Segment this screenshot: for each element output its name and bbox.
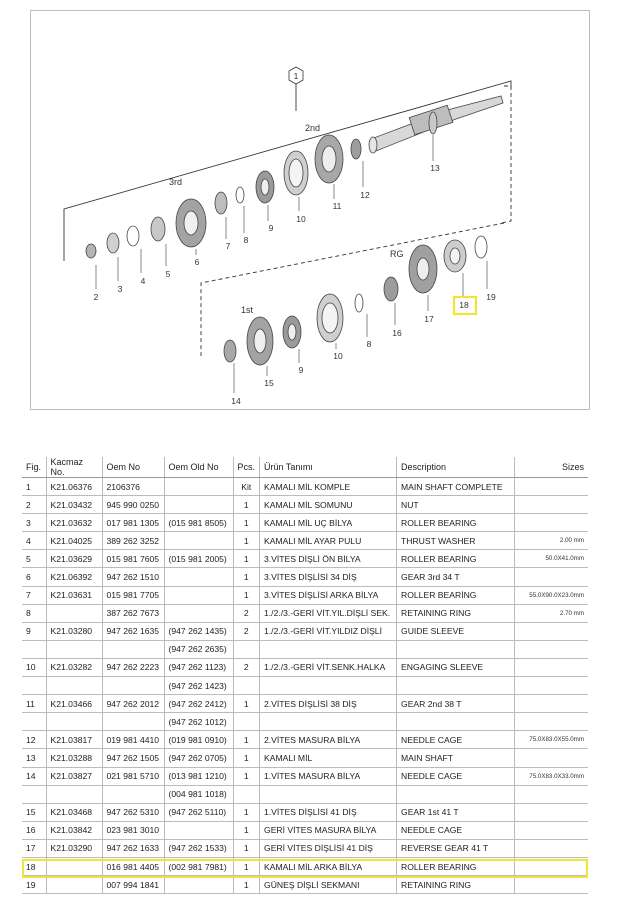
cell-pcs: 1	[233, 821, 260, 839]
cell-oem-no: 947 262 2012	[102, 695, 164, 713]
cell-size	[515, 821, 588, 839]
cell-urun-tanimi: KAMALI MİL AYAR PULU	[260, 532, 397, 550]
cell-oem-no: 019 981 4410	[102, 731, 164, 749]
cell-kacmaz-no: K21.03290	[46, 839, 102, 857]
cell-fig: 8	[22, 604, 46, 622]
table-row	[22, 478, 588, 496]
cell-fig: 17	[22, 839, 46, 857]
header-fig: Fig.	[22, 457, 46, 478]
cell-fig: 15	[22, 803, 46, 821]
table-row	[22, 821, 588, 839]
table-row	[22, 532, 588, 550]
cell-oem-old-no: (013 981 1210)	[164, 767, 233, 785]
ring-19-drawing	[475, 236, 487, 258]
cell-kacmaz-no: K21.03288	[46, 749, 102, 767]
table-row	[22, 640, 588, 658]
label-rg: RG	[390, 249, 404, 259]
cell-description: ROLLER BEARİNG	[397, 586, 515, 604]
bearing-3-drawing	[107, 233, 119, 253]
cell-pcs	[233, 640, 260, 658]
cell-urun-tanimi: KAMALI MİL SOMUNU	[260, 496, 397, 514]
cell-kacmaz-no: K21.03631	[46, 586, 102, 604]
cell-fig: 10	[22, 658, 46, 676]
header-kacmaz-no: Kacmaz No.	[46, 457, 102, 478]
cell-pcs: 2	[233, 622, 260, 640]
table-row	[22, 658, 588, 676]
cell-kacmaz-no	[46, 640, 102, 658]
label-1st: 1st	[241, 305, 254, 315]
parts-table-body	[22, 478, 588, 894]
cell-urun-tanimi: 3.VİTES DİŞLİSİ 34 DİŞ	[260, 568, 397, 586]
cell-fig: 3	[22, 514, 46, 532]
cell-fig: 9	[22, 622, 46, 640]
cell-size	[515, 622, 588, 640]
cell-size: 55.0X90.0X23.0mm	[515, 586, 588, 604]
cell-oem-no: 947 262 1635	[102, 622, 164, 640]
cell-urun-tanimi: KAMALI MİL KOMPLE	[260, 478, 397, 496]
cell-fig: 11	[22, 695, 46, 713]
cell-size	[515, 803, 588, 821]
washer-4-drawing	[127, 226, 139, 246]
cell-kacmaz-no: K21.04025	[46, 532, 102, 550]
needle-cage-16-drawing	[384, 277, 398, 301]
cell-description: NEEDLE CAGE	[397, 821, 515, 839]
cell-oem-no	[102, 640, 164, 658]
callout-11: 11	[332, 201, 342, 211]
cell-oem-no: 023 981 3010	[102, 821, 164, 839]
cell-size	[515, 496, 588, 514]
cell-oem-no: 015 981 7705	[102, 586, 164, 604]
cell-urun-tanimi: 2.VİTES MASURA BİLYA	[260, 731, 397, 749]
cell-fig	[22, 677, 46, 695]
cell-pcs: 1	[233, 550, 260, 568]
cell-pcs: 1	[233, 532, 260, 550]
cell-kacmaz-no: K21.03282	[46, 658, 102, 676]
table-row	[22, 785, 588, 803]
cell-oem-no: 947 262 5310	[102, 803, 164, 821]
diagram-drawing	[31, 11, 591, 411]
cell-description: MAIN SHAFT COMPLETE	[397, 478, 515, 496]
cell-urun-tanimi: 1./2./3.-GERİ VİT.SENK.HALKA	[260, 658, 397, 676]
table-row	[22, 876, 588, 894]
cell-description: ROLLER BEARİNG	[397, 550, 515, 568]
table-row	[22, 550, 588, 568]
label-3rd: 3rd	[169, 177, 183, 187]
cell-oem-no: 2106376	[102, 478, 164, 496]
cell-kacmaz-no	[46, 604, 102, 622]
header-pcs: Pcs.	[233, 457, 260, 478]
cell-fig: 12	[22, 731, 46, 749]
table-row	[22, 731, 588, 749]
table-row	[22, 857, 588, 875]
cell-pcs: 2	[233, 658, 260, 676]
dashed-outline-top	[501, 86, 511, 223]
cell-size: 50.0X41.0mm	[515, 550, 588, 568]
cell-description: GEAR 2nd 38 T	[397, 695, 515, 713]
cell-oem-old-no: (947 262 1423)	[164, 677, 233, 695]
cell-urun-tanimi: 3.VİTES DİŞLİ ÖN BİLYA	[260, 550, 397, 568]
callout-8: 8	[243, 235, 249, 245]
cell-oem-no: 947 262 2223	[102, 658, 164, 676]
cell-urun-tanimi: 1.VİTES DİŞLİSİ 41 DİŞ	[260, 803, 397, 821]
cell-oem-no	[102, 677, 164, 695]
assembly-callout-number: 1	[293, 71, 299, 81]
callout-numbers	[94, 163, 496, 406]
ring-8b-drawing	[355, 294, 363, 312]
cell-urun-tanimi: GERİ VİTES DİŞLİSİ 41 DİŞ	[260, 839, 397, 857]
cell-oem-no: 947 262 1510	[102, 568, 164, 586]
cell-oem-old-no	[164, 604, 233, 622]
cell-fig	[22, 785, 46, 803]
cell-urun-tanimi: 1.VİTES MASURA BİLYA	[260, 767, 397, 785]
callout-16: 16	[392, 328, 402, 338]
table-row	[22, 803, 588, 821]
cell-fig	[22, 640, 46, 658]
cell-size	[515, 514, 588, 532]
cell-oem-old-no	[164, 568, 233, 586]
cell-oem-old-no: (947 262 1123)	[164, 658, 233, 676]
cell-oem-no: 389 262 3252	[102, 532, 164, 550]
cell-pcs	[233, 713, 260, 731]
cell-pcs: 1	[233, 767, 260, 785]
cell-oem-no: 007 994 1841	[102, 876, 164, 894]
cell-oem-no: 015 981 7605	[102, 550, 164, 568]
cell-kacmaz-no: K21.03629	[46, 550, 102, 568]
cell-oem-no	[102, 713, 164, 731]
cell-size	[515, 695, 588, 713]
header-oem-no: Oem No	[102, 457, 164, 478]
cell-description: GEAR 1st 41 T	[397, 803, 515, 821]
table-row	[22, 604, 588, 622]
bearing-5-drawing	[151, 217, 165, 241]
callout-6: 6	[194, 257, 200, 267]
cell-size: 2.70 mm	[515, 604, 588, 622]
cell-kacmaz-no	[46, 677, 102, 695]
cell-fig: 13	[22, 749, 46, 767]
cell-kacmaz-no: K21.03842	[46, 821, 102, 839]
cell-oem-no: 945 990 0250	[102, 496, 164, 514]
cell-oem-old-no: (947 262 1533)	[164, 839, 233, 857]
table-row	[22, 586, 588, 604]
cell-pcs	[233, 785, 260, 803]
cell-pcs: 1	[233, 857, 260, 875]
needle-cage-14-drawing	[224, 340, 236, 362]
callout-3: 3	[117, 284, 123, 294]
cell-kacmaz-no	[46, 876, 102, 894]
cell-size	[515, 568, 588, 586]
cell-pcs: 1	[233, 568, 260, 586]
cell-description: RETAINING RING	[397, 876, 515, 894]
cell-oem-old-no: (015 981 2005)	[164, 550, 233, 568]
cell-fig: 7	[22, 586, 46, 604]
cell-fig: 4	[22, 532, 46, 550]
cell-urun-tanimi	[260, 677, 397, 695]
needle-cage-12-drawing	[351, 139, 361, 159]
header-urun-tanimi: Ürün Tanımı	[260, 457, 397, 478]
cell-oem-old-no: (947 262 2412)	[164, 695, 233, 713]
callout-13: 13	[430, 163, 440, 173]
cell-fig: 1	[22, 478, 46, 496]
cell-size: 75.0X83.0X55.0mm	[515, 731, 588, 749]
callout-2: 2	[93, 292, 99, 302]
cell-pcs: 1	[233, 514, 260, 532]
cell-oem-old-no	[164, 496, 233, 514]
cell-oem-old-no: (019 981 0910)	[164, 731, 233, 749]
cell-description	[397, 713, 515, 731]
parts-table-header	[22, 457, 588, 478]
callout-5: 5	[165, 269, 171, 279]
table-row	[22, 839, 588, 857]
cell-oem-old-no: (947 262 5110)	[164, 803, 233, 821]
cell-fig: 6	[22, 568, 46, 586]
cell-size	[515, 785, 588, 803]
cell-fig: 16	[22, 821, 46, 839]
cell-kacmaz-no: K21.03280	[46, 622, 102, 640]
cell-urun-tanimi: GÜNEŞ DİŞLİ SEKMANI	[260, 876, 397, 894]
cell-description: NEEDLE CAGE	[397, 731, 515, 749]
cell-pcs: 1	[233, 749, 260, 767]
cell-urun-tanimi: GERİ VİTES MASURA BİLYA	[260, 821, 397, 839]
cell-oem-no: 017 981 1305	[102, 514, 164, 532]
cell-pcs: 2	[233, 604, 260, 622]
cell-description: GEAR 3rd 34 T	[397, 568, 515, 586]
cell-fig: 5	[22, 550, 46, 568]
cell-description	[397, 785, 515, 803]
cell-size	[515, 713, 588, 731]
cell-urun-tanimi	[260, 785, 397, 803]
cell-oem-old-no: (004 981 1018)	[164, 785, 233, 803]
cell-description: GUIDE SLEEVE	[397, 622, 515, 640]
cell-oem-old-no	[164, 876, 233, 894]
cell-size	[515, 640, 588, 658]
table-row	[22, 568, 588, 586]
cell-size	[515, 749, 588, 767]
cell-fig: 14	[22, 767, 46, 785]
cell-oem-old-no	[164, 532, 233, 550]
cell-urun-tanimi: KAMALI MİL UÇ BİLYA	[260, 514, 397, 532]
cell-oem-old-no: (947 262 0705)	[164, 749, 233, 767]
cell-oem-old-no	[164, 478, 233, 496]
main-shaft-drawing	[369, 96, 503, 153]
cell-description: RETAINING RING	[397, 604, 515, 622]
callout-15: 15	[264, 378, 274, 388]
cell-oem-old-no: (947 262 1435)	[164, 622, 233, 640]
cell-description: REVERSE GEAR 41 T	[397, 839, 515, 857]
cell-pcs: 1	[233, 839, 260, 857]
cell-oem-old-no: (947 262 1012)	[164, 713, 233, 731]
cell-size	[515, 658, 588, 676]
cell-description: ROLLER BEARING	[397, 857, 515, 875]
cell-pcs: 1	[233, 876, 260, 894]
cell-oem-no: 387 262 7673	[102, 604, 164, 622]
cell-description: ENGAGING SLEEVE	[397, 658, 515, 676]
cell-pcs: 1	[233, 731, 260, 749]
cell-kacmaz-no: K21.06392	[46, 568, 102, 586]
callout-19: 19	[486, 292, 496, 302]
header-oem-old-no: Oem Old No	[164, 457, 233, 478]
cell-oem-old-no	[164, 821, 233, 839]
cell-oem-no: 947 262 1633	[102, 839, 164, 857]
callout-10: 10	[296, 214, 306, 224]
cell-size: 2.00 mm	[515, 532, 588, 550]
cell-pcs: Kit	[233, 478, 260, 496]
cell-urun-tanimi: KAMALI MİL ARKA BİLYA	[260, 857, 397, 875]
cell-description: ROLLER BEARING	[397, 514, 515, 532]
cell-fig	[22, 713, 46, 731]
cell-description: MAIN SHAFT	[397, 749, 515, 767]
cell-urun-tanimi: 3.VİTES DİŞLİSİ ARKA BİLYA	[260, 586, 397, 604]
cell-kacmaz-no	[46, 713, 102, 731]
cell-kacmaz-no: K21.03466	[46, 695, 102, 713]
callout-9: 9	[268, 223, 274, 233]
table-row	[22, 496, 588, 514]
cell-oem-no	[102, 785, 164, 803]
table-row	[22, 677, 588, 695]
cell-pcs: 1	[233, 695, 260, 713]
callout-18: 18	[459, 300, 469, 310]
cell-oem-no: 947 262 1505	[102, 749, 164, 767]
callout-14: 14	[231, 396, 241, 406]
cell-oem-old-no: (002 981 7981)	[164, 857, 233, 875]
cell-description: NEEDLE CAGE	[397, 767, 515, 785]
callout-17: 17	[424, 314, 434, 324]
cell-kacmaz-no: K21.03432	[46, 496, 102, 514]
cell-urun-tanimi	[260, 713, 397, 731]
cell-size	[515, 478, 588, 496]
cell-oem-old-no	[164, 586, 233, 604]
cell-kacmaz-no	[46, 857, 102, 875]
cell-kacmaz-no: K21.06376	[46, 478, 102, 496]
cell-description: NUT	[397, 496, 515, 514]
table-row	[22, 622, 588, 640]
ring-8-drawing	[236, 187, 244, 203]
cell-size	[515, 677, 588, 695]
cell-kacmaz-no: K21.03817	[46, 731, 102, 749]
bearing-7-drawing	[215, 192, 227, 214]
cell-description	[397, 677, 515, 695]
cell-oem-no: 016 981 4405	[102, 857, 164, 875]
cell-kacmaz-no: K21.03632	[46, 514, 102, 532]
cell-fig: 18	[22, 857, 46, 875]
parts-table	[22, 457, 588, 894]
cell-size: 75.0X83.0X33.0mm	[515, 767, 588, 785]
cell-urun-tanimi: KAMALI MİL	[260, 749, 397, 767]
header-sizes: Sizes	[515, 457, 588, 478]
callout-12: 12	[360, 190, 370, 200]
cell-fig: 2	[22, 496, 46, 514]
table-row	[22, 713, 588, 731]
table-row	[22, 749, 588, 767]
cell-pcs	[233, 677, 260, 695]
cell-urun-tanimi	[260, 640, 397, 658]
cell-oem-no: 021 981 5710	[102, 767, 164, 785]
callout-7: 7	[225, 241, 231, 251]
cell-description: THRUST WASHER	[397, 532, 515, 550]
callout-10: 10	[333, 351, 343, 361]
cell-kacmaz-no: K21.03827	[46, 767, 102, 785]
cell-pcs: 1	[233, 496, 260, 514]
cell-pcs: 1	[233, 586, 260, 604]
cell-description	[397, 640, 515, 658]
label-2nd: 2nd	[305, 123, 321, 133]
cell-pcs: 1	[233, 803, 260, 821]
cell-urun-tanimi: 1./2./3.-GERİ VİT.YIL.DİŞLİ SEK.	[260, 604, 397, 622]
cell-oem-old-no: (015 981 8505)	[164, 514, 233, 532]
cell-urun-tanimi: 1./2./3.-GERİ VİT.YILDIZ DİŞLİ	[260, 622, 397, 640]
table-row	[22, 514, 588, 532]
cell-kacmaz-no: K21.03468	[46, 803, 102, 821]
nut-2-drawing	[86, 244, 96, 258]
exploded-view-diagram	[30, 10, 590, 410]
cell-size	[515, 839, 588, 857]
callout-4: 4	[140, 276, 146, 286]
cell-oem-old-no: (947 262 2635)	[164, 640, 233, 658]
cell-kacmaz-no	[46, 785, 102, 803]
cell-urun-tanimi: 2.VİTES DİŞLİSİ 38 DİŞ	[260, 695, 397, 713]
table-row	[22, 767, 588, 785]
cell-size	[515, 857, 588, 875]
cell-fig: 19	[22, 876, 46, 894]
cell-size	[515, 876, 588, 894]
callout-9: 9	[298, 365, 304, 375]
table-row	[22, 695, 588, 713]
callout-8: 8	[366, 339, 372, 349]
header-description: Description	[397, 457, 515, 478]
